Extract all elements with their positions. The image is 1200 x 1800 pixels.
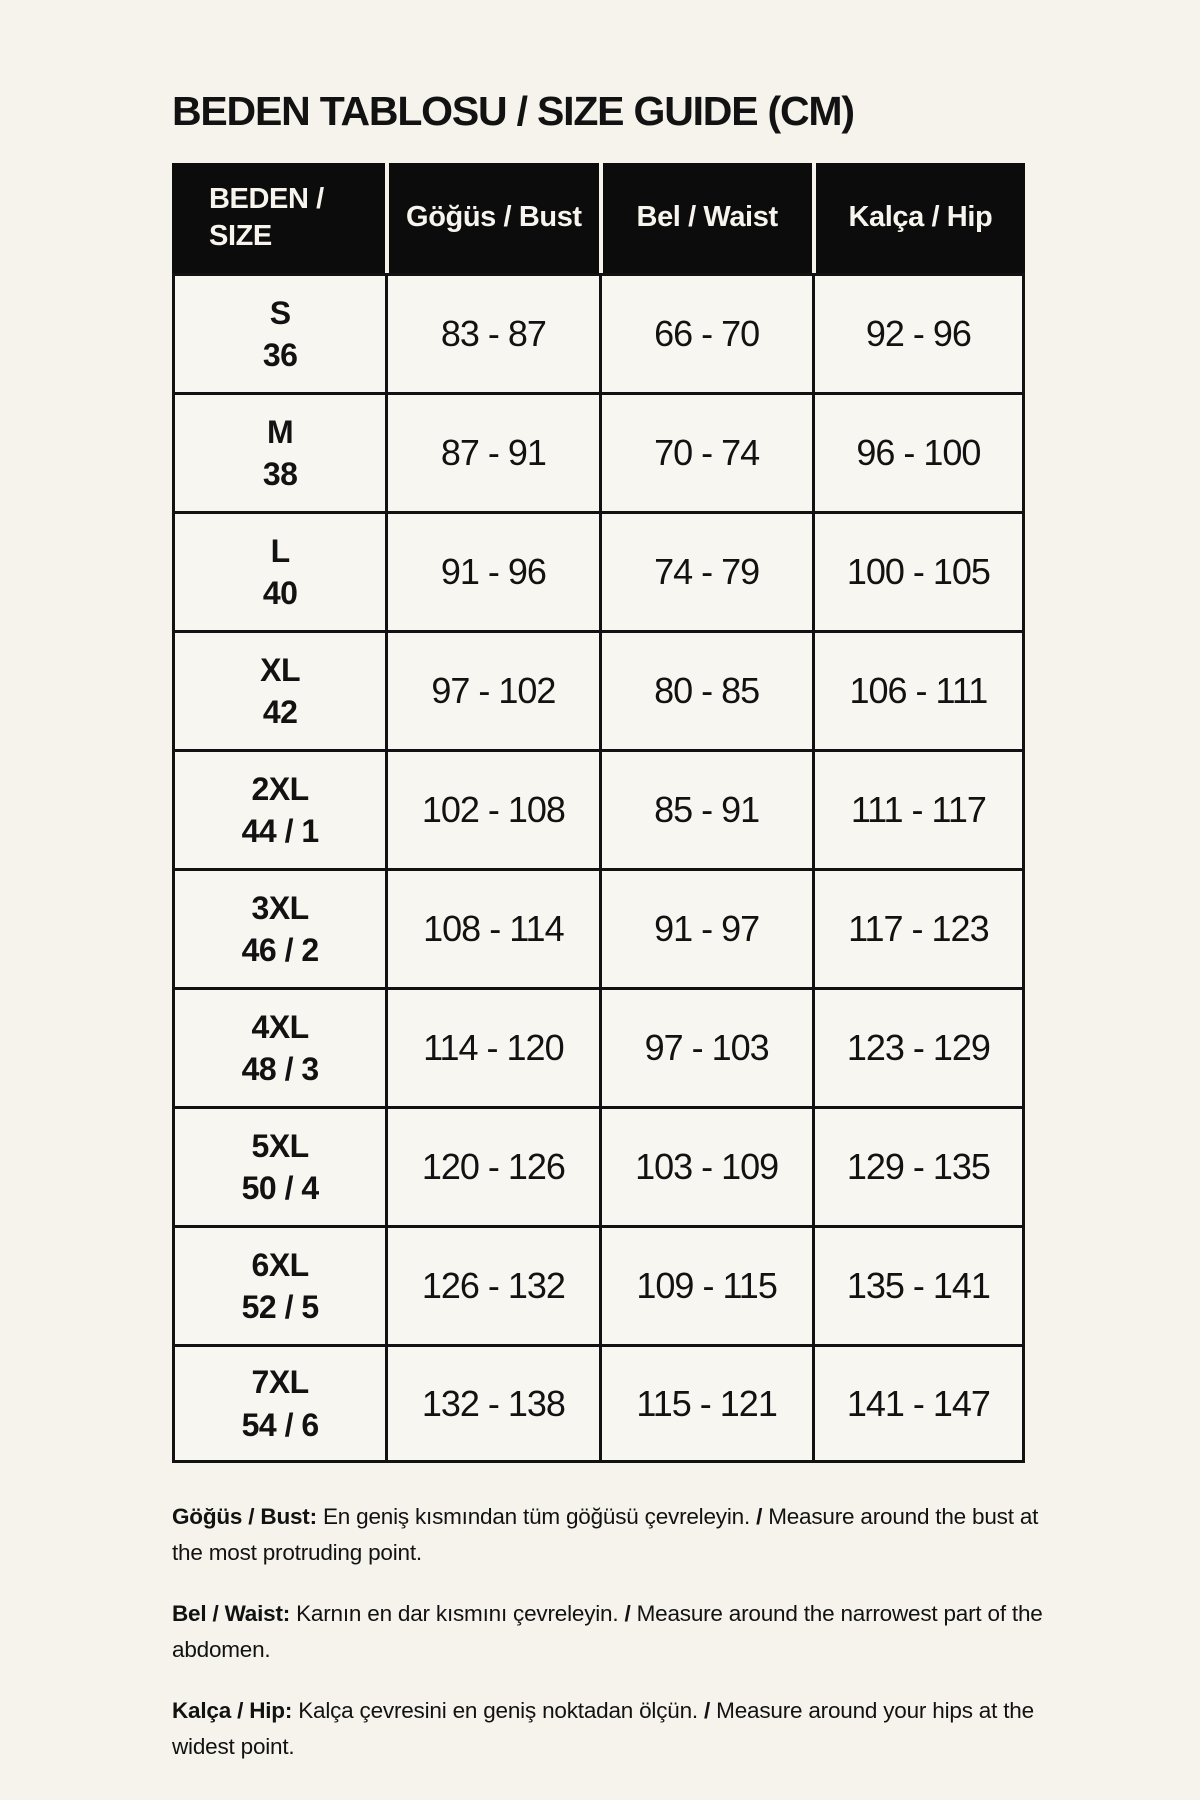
waist-cell: 103 - 109	[599, 1106, 812, 1225]
size-label: M	[267, 413, 294, 450]
size-label: 5XL	[251, 1127, 309, 1164]
bust-cell: 108 - 114	[385, 868, 598, 987]
size-alt-label: 44 / 1	[241, 813, 319, 849]
note-bust-separator: /	[756, 1504, 763, 1529]
page-title: BEDEN TABLOSU / SIZE GUIDE (CM)	[172, 88, 854, 134]
header-size-line2: SIZE	[209, 220, 272, 252]
note-hip	[172, 1693, 1056, 1766]
note-waist-text-tr: Karnın en dar kısmını çevreleyin.	[296, 1600, 619, 1626]
bust-cell: 126 - 132	[385, 1225, 598, 1344]
hip-cell: 111 - 117	[812, 749, 1025, 868]
hip-cell: 123 - 129	[812, 987, 1025, 1106]
waist-cell: 115 - 121	[599, 1344, 812, 1463]
size-cell	[172, 511, 385, 630]
table-header-row	[172, 163, 1025, 273]
size-cell	[172, 1344, 385, 1463]
size-label: 6XL	[251, 1246, 309, 1283]
table-row	[172, 511, 1025, 630]
size-label: L	[270, 532, 290, 569]
bust-cell: 120 - 126	[385, 1106, 598, 1225]
note-waist-text-en: Measure around the narrowest part of the abdomen.	[172, 1600, 1043, 1663]
hip-cell: 100 - 105	[812, 511, 1025, 630]
bust-cell: 132 - 138	[385, 1344, 598, 1463]
table-row	[172, 392, 1025, 511]
hip-cell: 135 - 141	[812, 1225, 1025, 1344]
size-guide-table	[172, 163, 1025, 1463]
table-row	[172, 987, 1025, 1106]
note-bust-text-en: Measure around the bust at the most protruding point.	[172, 1504, 1039, 1566]
hip-cell: 129 - 135	[812, 1106, 1025, 1225]
table-row	[172, 868, 1025, 987]
size-cell	[172, 1225, 385, 1344]
table-row	[172, 1225, 1025, 1344]
header-cell-bust: Göğüs / Bust	[385, 163, 598, 273]
size-label: S	[269, 294, 291, 331]
hip-cell: 92 - 96	[812, 273, 1025, 392]
waist-cell: 109 - 115	[599, 1225, 812, 1344]
measurement-notes	[172, 1499, 1056, 1766]
waist-cell: 74 - 79	[599, 511, 812, 630]
bust-cell: 102 - 108	[385, 749, 598, 868]
hip-cell: 106 - 111	[812, 630, 1025, 749]
waist-cell: 80 - 85	[599, 630, 812, 749]
size-alt-label: 48 / 3	[241, 1051, 319, 1087]
size-label: XL	[260, 651, 301, 688]
waist-cell: 91 - 97	[599, 868, 812, 987]
hip-cell: 96 - 100	[812, 392, 1025, 511]
bust-cell: 97 - 102	[385, 630, 598, 749]
bust-cell: 91 - 96	[385, 511, 598, 630]
note-waist	[172, 1596, 1056, 1669]
waist-cell: 85 - 91	[599, 749, 812, 868]
table-row	[172, 749, 1025, 868]
bust-cell: 87 - 91	[385, 392, 598, 511]
table-row	[172, 1344, 1025, 1463]
size-cell	[172, 868, 385, 987]
size-alt-label: 38	[262, 456, 298, 492]
size-label: 3XL	[251, 889, 309, 926]
note-hip-label: Kalça / Hip:	[172, 1697, 293, 1723]
note-hip-separator: /	[704, 1697, 711, 1723]
size-alt-label: 40	[262, 575, 298, 611]
note-hip-text-tr: Kalça çevresini en geniş noktadan ölçün.	[298, 1697, 698, 1723]
size-cell	[172, 273, 385, 392]
note-hip-text-en: Measure around your hips at the widest point.	[172, 1697, 1034, 1760]
note-waist-label: Bel / Waist:	[172, 1600, 291, 1626]
size-cell	[172, 749, 385, 868]
header-cell-waist: Bel / Waist	[599, 163, 812, 273]
size-alt-label: 52 / 5	[241, 1289, 319, 1325]
table-row	[172, 1106, 1025, 1225]
waist-cell: 66 - 70	[599, 273, 812, 392]
hip-cell: 117 - 123	[812, 868, 1025, 987]
note-bust-label: Göğüs / Bust:	[172, 1504, 317, 1529]
waist-cell: 97 - 103	[599, 987, 812, 1106]
size-label: 4XL	[251, 1008, 309, 1045]
header-size-line1: BEDEN /	[209, 182, 324, 215]
table-row	[172, 273, 1025, 392]
size-alt-label: 36	[262, 337, 298, 373]
note-waist-separator: /	[624, 1600, 631, 1626]
header-cell-size	[172, 163, 385, 273]
note-bust-text-tr: En geniş kısmından tüm göğüsü çevreleyin.	[322, 1504, 751, 1529]
size-cell	[172, 987, 385, 1106]
bust-cell: 114 - 120	[385, 987, 598, 1106]
size-cell	[172, 1106, 385, 1225]
size-cell	[172, 630, 385, 749]
hip-cell: 141 - 147	[812, 1344, 1025, 1463]
bust-cell: 83 - 87	[385, 273, 598, 392]
header-cell-hip: Kalça / Hip	[812, 163, 1025, 273]
size-cell	[172, 392, 385, 511]
size-alt-label: 50 / 4	[241, 1170, 319, 1206]
table-row	[172, 630, 1025, 749]
note-bust	[172, 1499, 1056, 1572]
size-label: 2XL	[251, 770, 309, 807]
size-alt-label: 42	[262, 694, 298, 730]
size-label: 7XL	[251, 1364, 309, 1401]
size-alt-label: 46 / 2	[241, 932, 319, 968]
size-alt-label: 54 / 6	[241, 1406, 319, 1443]
waist-cell: 70 - 74	[599, 392, 812, 511]
